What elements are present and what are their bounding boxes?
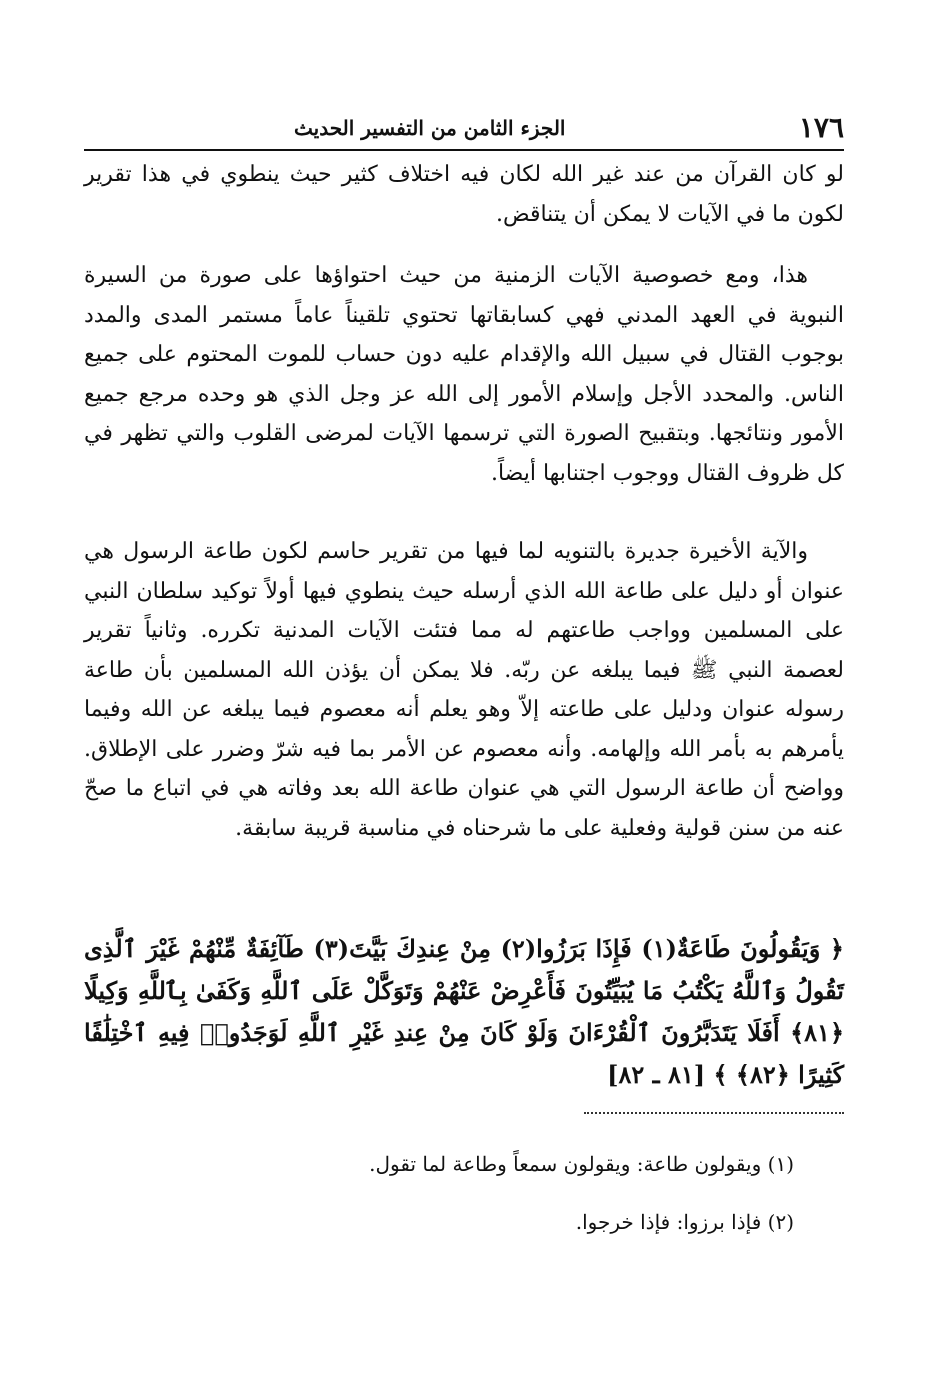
page-number: ١٧٦: [798, 111, 844, 144]
paragraph-2: هذا، ومع خصوصية الآيات الزمنية من حيث احتواؤها على صورة من السيرة النبوية في العهد المدني فهي كسابقاتها تحتوي تلقيناً عاماً مستمر المدى والمدد بوجوب القتال في سبيل الله والإقدام عليه دون حساب للموت المحتوم على جميع الناس. والمحدد الأجل وإسلام الأمور إلى الله عز وجل الذي هو وحده مرجع جميع الأمور ونتائجها. وبتقبيح الصورة التي ترسمها الآيات لمرضى القلوب والتي تظهر في كل ظروف القتال ووجوب اجتنابها أيضاً.: [84, 263, 844, 486]
footnote-separator: [584, 1112, 844, 1114]
footnote-1: (١) ويقولون طاعة: ويقولون سمعاً وطاعة لما تقول.: [369, 1152, 794, 1176]
paragraph-3: والآية الأخيرة جديرة بالتنويه لما فيها من تقرير حاسم لكون طاعة الرسول هي عنوان أو دليل على طاعة الله الذي أرسله حيث ينطوي فيها أولاً توكيد سلطان النبي على المسلمين وواجب طاعتهم له مما فتئت الآيات المدنية تكرره. وثانياً تقرير لعصمة النبي ﷺ فيما يبلغه عن ربّه. فلا يمكن أن يؤذن الله المسلمين بأن طاعة رسوله عنوان ودليل على طاعته إلاّ وهو يعلم أنه معصوم فيما يبلغه عن الله وفيما يأمرهم به بأمر الله وإلهامه. وأنه معصوم عن الأمر بما فيه شرّ وضرر على الإطلاق. وواضح أن طاعة الرسول التي هي عنوان طاعة الله بعد وفاته هي في اتباع ما صحّ عنه من سنن قولية وفعلية على ما شرحناه في مناسبة قريبة سابقة.: [84, 539, 844, 841]
running-title: الجزء الثامن من التفسير الحديث: [294, 116, 566, 140]
header-rule: [84, 149, 844, 151]
paragraph-continuation: لو كان القرآن من عند غير الله لكان فيه اختلاف كثير حيث ينطوي في هذا تقرير لكون ما في الآيات لا يمكن أن يتناقض.: [84, 162, 844, 227]
quran-verse: ﴿ وَيَقُولُونَ طَاعَةٌ(١) فَإِذَا بَرَزُوا(٢) مِنْ عِندِكَ بَيَّتَ(٣) طَآئِفَةٌ مِّنْهُمْ غَيْرَ ٱلَّذِى تَقُولُ وَٱللَّهُ يَكْتُبُ مَا يُبَيِّتُونَ فَأَعْرِضْ عَنْهُمْ وَتَوَكَّلْ عَلَى ٱللَّهِ وَكَفَىٰ بِٱللَّهِ وَكِيلًا ﴿٨١﴾ أَفَلَا يَتَدَبَّرُونَ ٱلْقُرْءَانَ وَلَوْ كَانَ مِنْ عِندِ غَيْرِ ٱللَّهِ لَوَجَدُوا۟ فِيهِ ٱخْتِلَٰفًا كَثِيرًا ﴿٨٢﴾ ﴾ [٨١ ـ ٨٢]: [84, 934, 844, 1089]
page-header: [84, 100, 844, 144]
footnote-2: (٢) فإذا برزوا: فإذا خرجوا.: [575, 1210, 794, 1234]
